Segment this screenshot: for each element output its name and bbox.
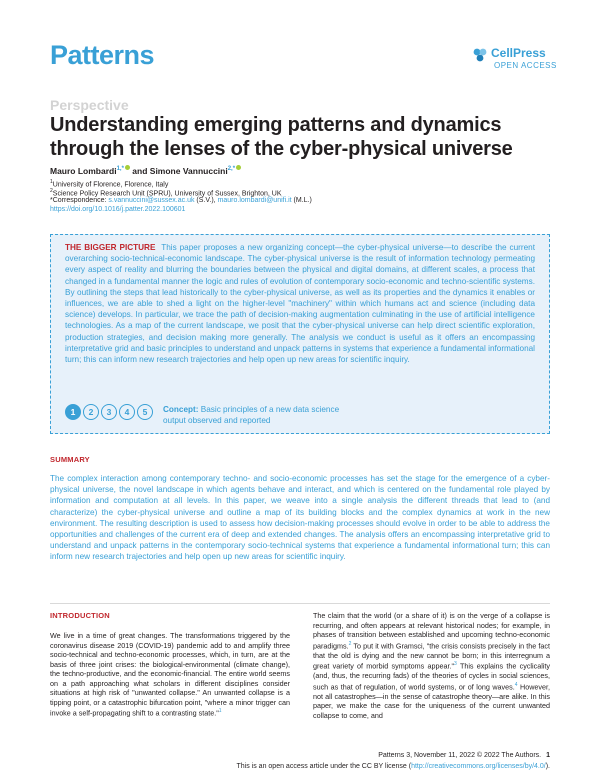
page-number: 1 <box>546 752 550 759</box>
article-type: Perspective <box>50 97 129 113</box>
intro-column-1: We live in a time of great changes. The transformations triggered by the coronavirus disease 2019 (COVID-19) pandemic add to and amplify three socio-technical and techno-economic processes, which, in turn, are at the basis of three joint crises: the biological-environmental (climate change), the techno-productive, and the economic-financial. The entire world seems on a path approaching what scholars in different disciplines consider situations at high risk of "unwanted collapse." An unwanted collapse is a tipping point, or a catastrophic bifurcation point, "where a minor trigger can invoke a self-propagating shift to a contrasting state."$^1$ <box>50 631 290 718</box>
orcid-icon[interactable] <box>236 165 241 170</box>
bigger-picture-label: THE BIGGER PICTURE <box>65 243 156 252</box>
concept-level-1: 1 <box>65 404 81 420</box>
journal-name: Patterns <box>50 40 155 70</box>
section-divider <box>50 603 550 604</box>
reference-link[interactable]: 3 <box>454 661 457 668</box>
affiliation-2: $^2$Science Policy Research Unit (SPRU), University of Sussex, Brighton, UK <box>50 188 282 198</box>
affiliation-1: $^1$University of Florence, Florence, Italy <box>50 179 169 189</box>
reference-link[interactable]: 4 <box>514 681 518 688</box>
concept-indicator <box>65 404 353 426</box>
summary-heading: SUMMARY <box>50 455 90 464</box>
cellpress-mark-icon <box>472 47 488 63</box>
publisher-name: CellPress <box>491 46 546 60</box>
cellpress-logo[interactable] <box>472 47 557 71</box>
author-superscript: 2,* <box>227 166 236 172</box>
correspondence: *Correspondence: s.vannuccini@sussex.ac.uk (S.V.), mauro.lombardi@unifi.it (M.L.) <box>50 197 312 204</box>
concept-level-5: 5 <box>137 404 153 420</box>
reference-link[interactable]: 1 <box>218 708 222 715</box>
doi-link[interactable]: https://doi.org/10.1016/j.patter.2022.100601 <box>50 206 186 213</box>
reference-link[interactable]: 2 <box>348 640 352 647</box>
bigger-picture-text: THE BIGGER PICTURE This paper proposes a new organizing concept—the cyber-physical universe—to describe the current overarching socio-technical-economic landscape. The cyber-physical universe is the result of information technology permeating every aspect of reality and blurring the boundaries between the physical and digital domains, at different scales, a process that changed in a fundamental manner the logic and rules of evolution of contemporary socio-economic and techno-scientific systems. By outlining the steps that lead historically to the cyber-physical universe, as well as its properties and the dynamics it enables or influences, we are able to shed a light on the higher-level "machinery" within which humans act and science (including data science) develops. In particular, we trace the path of decision-making augmentation culminating in the use of artificial intelligence technologies. As a map of the current landscape, we posit that the cyber-physical universe can help direct scientific exploration, production strategies, and decision making more generally. The analysis we conduct is useful as it offers an encompassing interpretative grid and basic principles to understand and unpack patterns in systems that experience a fundamental informational turn; this can inform new research trajectories and help open up new areas for scientific inquiry. <box>65 243 535 365</box>
article-title: Understanding emerging patterns and dynamics through the lenses of the cyber-physical universe <box>50 114 513 160</box>
author-separator: and <box>129 165 150 176</box>
footer-license: This is an open access article under the CC BY license (http://creativecommons.org/licenses/by/4.0/). <box>236 763 550 770</box>
author-name[interactable]: Simone Vannuccini <box>149 165 228 176</box>
intro-column-2: The claim that the world (or a share of it) is on the verge of a collapse is recurring, and often appears at relevant historical nodes; for example, in phases of transition between established and upcoming techno-economic paradigms.$^2$ To put it with Gramsci, "the crisis consists precisely in the fact that the old is dying and the new cannot be born; in this interregnum a great variety of morbid symptoms appear."$^3$ This explains the cyclicality (and, thus, the recurring fads) of the theories of cycles in social sciences, such as that of regulation, of world systems, or of long waves.$^4$ However, not all catastrophes—in the sense of catastrophe theory—are alike. In this paper, we make the case for the uniqueness of the current unwanted collapse to come, and <box>313 611 550 720</box>
author-superscript: 1,* <box>116 166 124 172</box>
author-list <box>50 164 241 177</box>
concept-level-3: 3 <box>101 404 117 420</box>
author-name[interactable]: Mauro Lombardi <box>50 165 117 176</box>
concept-level-4: 4 <box>119 404 135 420</box>
email-link[interactable]: mauro.lombardi@unifi.it <box>217 197 292 204</box>
email-link[interactable]: s.vannuccini@sussex.ac.uk <box>108 197 195 204</box>
concept-label: Concept: <box>163 405 199 414</box>
introduction-heading: INTRODUCTION <box>50 611 110 620</box>
open-access-label: OPEN ACCESS <box>494 61 557 70</box>
concept-description: Concept: Basic principles of a new data science output observed and reported <box>163 405 340 425</box>
summary-text: The complex interaction among contemporary techno- and socio-economic processes has set the stage for the emergence of a cyber-physical universe, the novel landscape in which agents behave and interact, and which is centered on the fundamental role played by information and computation at all levels. In this paper, we weave into a single analysis the different threads that lead to (and characterize) the cyber-physical universe and outline a map of its building blocks and the complex dynamics at work in the new environment. The resulting description is used to assess how decision-making processes should evolve in order to be able to address the opportunities and challenges of the current era of deep and extended changes. The analysis offers an encompassing interpretative grid to understand and unpack patterns in the contemporary socio-technical systems that experience a fundamental informational turn; this can inform new research trajectories and help open up new areas for scientific inquiry. <box>50 474 550 562</box>
concept-level-2: 2 <box>83 404 99 420</box>
license-link[interactable]: http://creativecommons.org/licenses/by/4.0/ <box>411 763 546 770</box>
concept-levels <box>65 404 155 420</box>
footer-citation: Patterns 3, November 11, 2022 © 2022 The Authors. 1 <box>378 752 550 759</box>
